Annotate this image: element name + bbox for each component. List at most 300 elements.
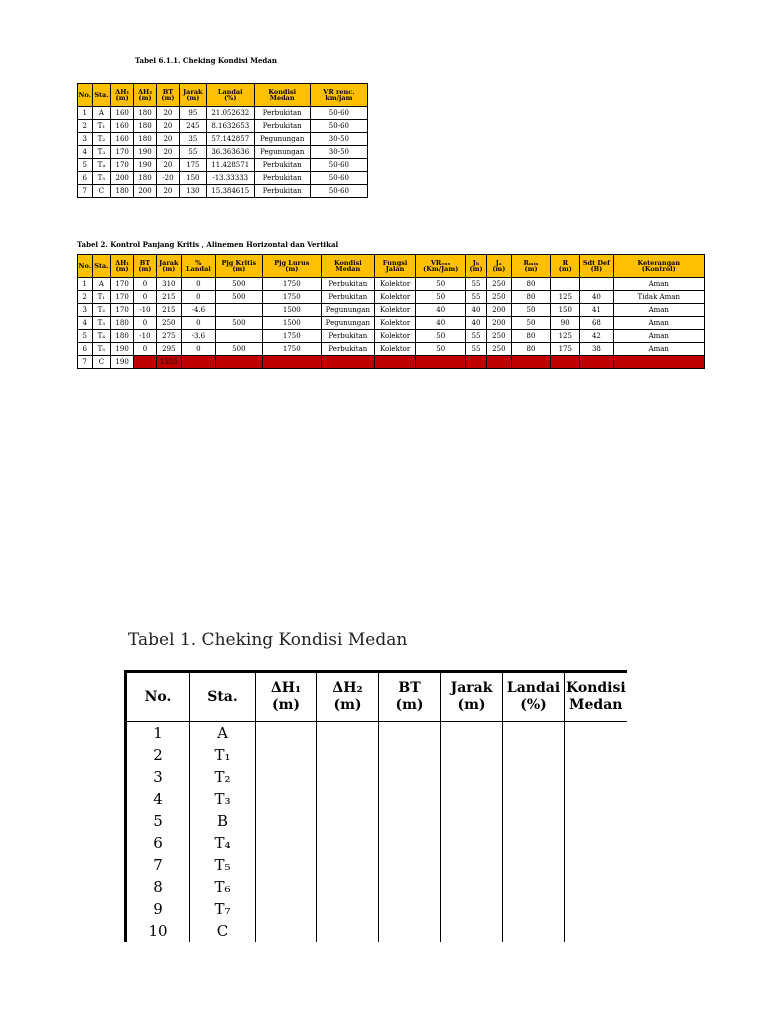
table-cell: Perbukitan [254,120,310,133]
table-cell: 55 [466,330,487,343]
table-cell: Kolektor [374,291,416,304]
table-cell: Aman [613,304,705,317]
table-cell: 250 [486,343,511,356]
table-cell: -4.6 [181,304,215,317]
table-cell: 50 [416,291,466,304]
table-cell [379,920,441,942]
table-cell: Kolektor [374,317,416,330]
table3-header: ΔH₁ (m) [256,672,317,722]
table-cell: 190 [134,159,157,172]
table-row [126,722,627,745]
table-row [126,788,627,810]
table-cell: C [92,356,111,369]
table-cell [441,898,503,920]
table-cell: 275 [156,330,181,343]
table-cell: 38 [580,343,613,356]
table-cell [317,854,379,876]
table-cell [317,810,379,832]
table-cell: 3 [126,766,190,788]
table-cell: C [190,920,256,942]
table-cell: 0 [181,317,215,330]
table-cell: T₆ [190,876,256,898]
table-cell: 180 [134,120,157,133]
table-cell: 190 [111,343,134,356]
table-cell: T₃ [190,788,256,810]
table-cell [466,356,487,369]
table-row [126,832,627,854]
table-cell: 50 [511,317,550,330]
table-cell [379,744,441,766]
table-cell: 2 [78,120,93,133]
table-row [78,278,705,291]
table-cell [256,876,317,898]
table-cell: Aman [613,330,705,343]
table1-header: Sta. [92,84,111,107]
table-cell: 2 [78,291,93,304]
table-cell: Kolektor [374,330,416,343]
table-cell: Perbukitan [254,107,310,120]
table-cell: T₁ [92,120,111,133]
table2-header: Sdt Def (B) [580,255,613,278]
table-cell: 20 [156,185,179,198]
table-cell: 2 [126,744,190,766]
table-cell: T₅ [92,172,111,185]
table1 [77,83,368,198]
table-cell: Kolektor [374,304,416,317]
table-cell [441,744,503,766]
table-cell: 170 [111,278,134,291]
table-cell: 180 [134,172,157,185]
table-cell: 3 [78,133,93,146]
table2-header: Jarak (m) [156,255,181,278]
table1-caption: Tabel 6.1.1. Cheking Kondisi Medan [135,56,277,65]
table-cell [503,854,565,876]
table1-header: Jarak (m) [179,84,206,107]
table-cell: 6 [126,832,190,854]
table-cell: 250 [486,291,511,304]
table-cell [134,356,157,369]
table-cell: 175 [179,159,206,172]
table-cell [503,766,565,788]
table-cell: 80 [511,278,550,291]
table-row [78,304,705,317]
table-cell [580,278,613,291]
table-cell [565,810,627,832]
table-cell: 1750 [262,291,321,304]
table-row [78,185,368,198]
table2-header: Sta. [92,255,111,278]
table-cell: 4 [78,146,93,159]
table-cell [216,330,263,343]
table-cell: Pegunungan [254,146,310,159]
table1-header: ΔH₂ (m) [134,84,157,107]
table1-header: BT (m) [156,84,179,107]
table-row [78,172,368,185]
table-cell: 4 [126,788,190,810]
table-cell: 11.428571 [206,159,254,172]
table-cell: 9 [126,898,190,920]
table-cell: 50-60 [310,185,367,198]
table3-header: Sta. [190,672,256,722]
table2-header: Kondisi Medan [321,255,374,278]
table-cell [613,356,705,369]
table-cell [379,876,441,898]
table-cell: 50-60 [310,107,367,120]
table-cell [317,920,379,942]
table-cell [181,356,215,369]
table1-header: No. [78,84,93,107]
table-cell [416,356,466,369]
table-cell: Perbukitan [254,159,310,172]
table-cell: 170 [111,291,134,304]
table-row [78,133,368,146]
table-cell: 0 [181,291,215,304]
table-cell: T₅ [92,343,111,356]
table-cell [317,876,379,898]
table-cell [565,744,627,766]
table-cell [565,722,627,745]
table-cell: 245 [179,120,206,133]
table-cell: 6 [78,172,93,185]
table-cell: 7 [78,185,93,198]
table-row [78,317,705,330]
table2-header: BT (m) [134,255,157,278]
table-cell [256,810,317,832]
table-row [126,766,627,788]
table-cell: 125 [551,330,580,343]
table-cell [256,788,317,810]
table-cell [317,744,379,766]
table-cell: 8 [126,876,190,898]
table-cell [551,356,580,369]
table-cell: 250 [156,317,181,330]
table-cell: 55 [466,343,487,356]
table-cell: T₃ [92,317,111,330]
table-cell: 4 [78,317,93,330]
table3-header: Landai (%) [503,672,565,722]
table-cell: 40 [416,317,466,330]
table-cell: 125 [551,291,580,304]
table2-caption: Tabel 2. Kontrol Panjang Kritis , Alinemen Horizontal dan Vertikal [77,240,339,249]
table2-header: % Landai [181,255,215,278]
table-cell: 200 [111,172,134,185]
table-cell: 36.363636 [206,146,254,159]
table-cell [256,744,317,766]
table2-header: Jₐ (m) [486,255,511,278]
table-cell: 68 [580,317,613,330]
table-row [78,291,705,304]
table3-header: Kondisi Medan [565,672,627,722]
table-cell: 180 [134,107,157,120]
table-cell: 50-60 [310,120,367,133]
table-cell [379,810,441,832]
table-cell: 90 [551,317,580,330]
table-cell: 160 [111,133,134,146]
table-cell: 15.384615 [206,185,254,198]
table-cell: 0 [134,317,157,330]
table-cell [441,788,503,810]
table-row [78,356,705,369]
table-cell: 500 [216,278,263,291]
table-cell: Tidak Aman [613,291,705,304]
table-cell: 50 [511,304,550,317]
table-cell: Aman [613,278,705,291]
table-cell: 80 [511,291,550,304]
table-cell: 5 [78,330,93,343]
table-cell: Perbukitan [254,172,310,185]
table-cell: 0 [181,343,215,356]
table-cell [565,920,627,942]
table3 [124,670,627,942]
table-cell: 6 [78,343,93,356]
table-cell [379,766,441,788]
table-cell: T₂ [92,304,111,317]
table-cell [317,766,379,788]
table-cell: 500 [216,343,263,356]
table-cell [551,278,580,291]
table-cell: 21.052632 [206,107,254,120]
table-cell: 200 [486,317,511,330]
table-row [78,146,368,159]
table-cell: 5 [126,810,190,832]
table-cell: 7 [78,356,93,369]
table-cell: 40 [466,317,487,330]
table-cell: -10 [134,330,157,343]
table-cell: 1750 [262,278,321,291]
table-cell: Pegunungan [254,133,310,146]
table-cell [216,304,263,317]
table-row [78,107,368,120]
table-cell: 170 [111,159,134,172]
table-cell: 200 [486,304,511,317]
table-cell: -10 [134,304,157,317]
table-cell [503,832,565,854]
table-row [126,898,627,920]
table-cell: 215 [156,291,181,304]
table-cell [503,898,565,920]
table-cell [256,854,317,876]
table-row [78,330,705,343]
table-cell: 500 [216,317,263,330]
table-cell: T₂ [92,133,111,146]
table-cell: 150 [551,304,580,317]
table-cell: 180 [111,317,134,330]
table-row [78,159,368,172]
table-cell [441,722,503,745]
table-cell: 130 [179,185,206,198]
table-cell: T₄ [92,330,111,343]
table-cell: 40 [580,291,613,304]
table-cell [441,832,503,854]
table-cell: 170 [111,304,134,317]
table2 [77,254,705,369]
table-cell: 55 [179,146,206,159]
table-cell [565,898,627,920]
table-cell: 180 [111,185,134,198]
table-row [78,120,368,133]
table-cell: 20 [156,146,179,159]
table-cell: T₂ [190,766,256,788]
table-cell [486,356,511,369]
table-cell: 55 [466,291,487,304]
table-cell: 0 [134,343,157,356]
table3-header: ΔH₂ (m) [317,672,379,722]
table-cell [441,810,503,832]
table1-header: Kondisi Medan [254,84,310,107]
table-cell [565,766,627,788]
table2-header: ΔH₁ (m) [111,255,134,278]
table-cell: 1555 [156,356,181,369]
table-cell: 50 [416,330,466,343]
table-cell: 50 [416,278,466,291]
table-cell [441,876,503,898]
table-cell: 1500 [262,317,321,330]
table-cell [580,356,613,369]
table-cell [379,898,441,920]
table-cell: 30-50 [310,133,367,146]
table2-header: Fungsi Jalan [374,255,416,278]
table-cell: 1750 [262,330,321,343]
table-cell: 50-60 [310,172,367,185]
table-cell [441,766,503,788]
table-cell: 57.142857 [206,133,254,146]
table-cell: 250 [486,278,511,291]
table-cell [256,898,317,920]
table-cell: 80 [511,330,550,343]
table-cell: A [190,722,256,745]
table-cell [256,722,317,745]
table-cell [321,356,374,369]
table-cell [379,788,441,810]
table-cell [565,788,627,810]
table-cell [256,832,317,854]
table-cell: 95 [179,107,206,120]
table-cell: 160 [111,107,134,120]
table-cell: T₄ [190,832,256,854]
table-cell: T₅ [190,854,256,876]
table-cell [503,722,565,745]
table-cell: 80 [511,343,550,356]
table-cell: Aman [613,343,705,356]
table-cell: 1 [78,278,93,291]
table-cell: Pegunungan [321,317,374,330]
table-cell: Pegunungan [321,304,374,317]
table1-header: VR renc. km/jam [310,84,367,107]
table-cell: 295 [156,343,181,356]
table-cell: 215 [156,304,181,317]
table-cell: T₄ [92,159,111,172]
table-cell: 30-50 [310,146,367,159]
table-cell: 20 [156,107,179,120]
table-cell: 1500 [262,304,321,317]
table-cell: 50-60 [310,159,367,172]
table-cell: Perbukitan [321,330,374,343]
table-cell: 1 [78,107,93,120]
table-cell: Kolektor [374,278,416,291]
table-cell [216,356,263,369]
table-row [126,920,627,942]
table-cell: T₃ [92,146,111,159]
table-cell: Kolektor [374,343,416,356]
table-cell [256,920,317,942]
table-cell: 170 [111,146,134,159]
table-cell: 40 [416,304,466,317]
table-cell [503,744,565,766]
table-cell: 0 [134,291,157,304]
table3-header: No. [126,672,190,722]
table-cell [374,356,416,369]
table-cell: A [92,278,111,291]
table-cell: 190 [111,356,134,369]
table-row [126,744,627,766]
table-cell: Aman [613,317,705,330]
table-cell: B [190,810,256,832]
table-cell [503,920,565,942]
table-cell: -3.6 [181,330,215,343]
table3-header: Jarak (m) [441,672,503,722]
table1-header: Landai (%) [206,84,254,107]
table-cell: 10 [126,920,190,942]
table2-header: VRₑₙₓ (Km/Jam) [416,255,466,278]
table-cell [503,810,565,832]
table-cell [317,788,379,810]
table-cell [503,788,565,810]
table-cell [503,876,565,898]
table-cell: 250 [486,330,511,343]
table-cell: Perbukitan [321,291,374,304]
table-cell [511,356,550,369]
table-cell: 180 [111,330,134,343]
table-cell: 20 [156,133,179,146]
table-cell: 35 [179,133,206,146]
table-row [126,854,627,876]
table-cell: 1 [126,722,190,745]
table-cell: C [92,185,111,198]
table-cell: T₇ [190,898,256,920]
table-cell: 41 [580,304,613,317]
table-cell: Perbukitan [254,185,310,198]
table-cell: 5 [78,159,93,172]
table-cell: 310 [156,278,181,291]
table-cell [317,832,379,854]
table-cell [317,722,379,745]
table-cell: A [92,107,111,120]
table-cell [441,854,503,876]
table3-caption: Tabel 1. Cheking Kondisi Medan [128,630,408,650]
table-cell [379,722,441,745]
table-cell [379,832,441,854]
table-cell: -13.33333 [206,172,254,185]
table-cell: 150 [179,172,206,185]
table-cell: -20 [156,172,179,185]
table-cell: 50 [416,343,466,356]
table-cell [565,832,627,854]
table-row [126,810,627,832]
table-cell: 20 [156,120,179,133]
table-cell: 190 [134,146,157,159]
table-cell: 8.1632653 [206,120,254,133]
table-cell: 175 [551,343,580,356]
table2-header: No. [78,255,93,278]
table-cell: 0 [181,278,215,291]
table1-header: ΔH₁ (m) [111,84,134,107]
table2-header: Rₘᵢₙ (m) [511,255,550,278]
table2-header: R (m) [551,255,580,278]
table-cell [256,766,317,788]
table-cell: 3 [78,304,93,317]
table-row [126,876,627,898]
table-cell: 160 [111,120,134,133]
